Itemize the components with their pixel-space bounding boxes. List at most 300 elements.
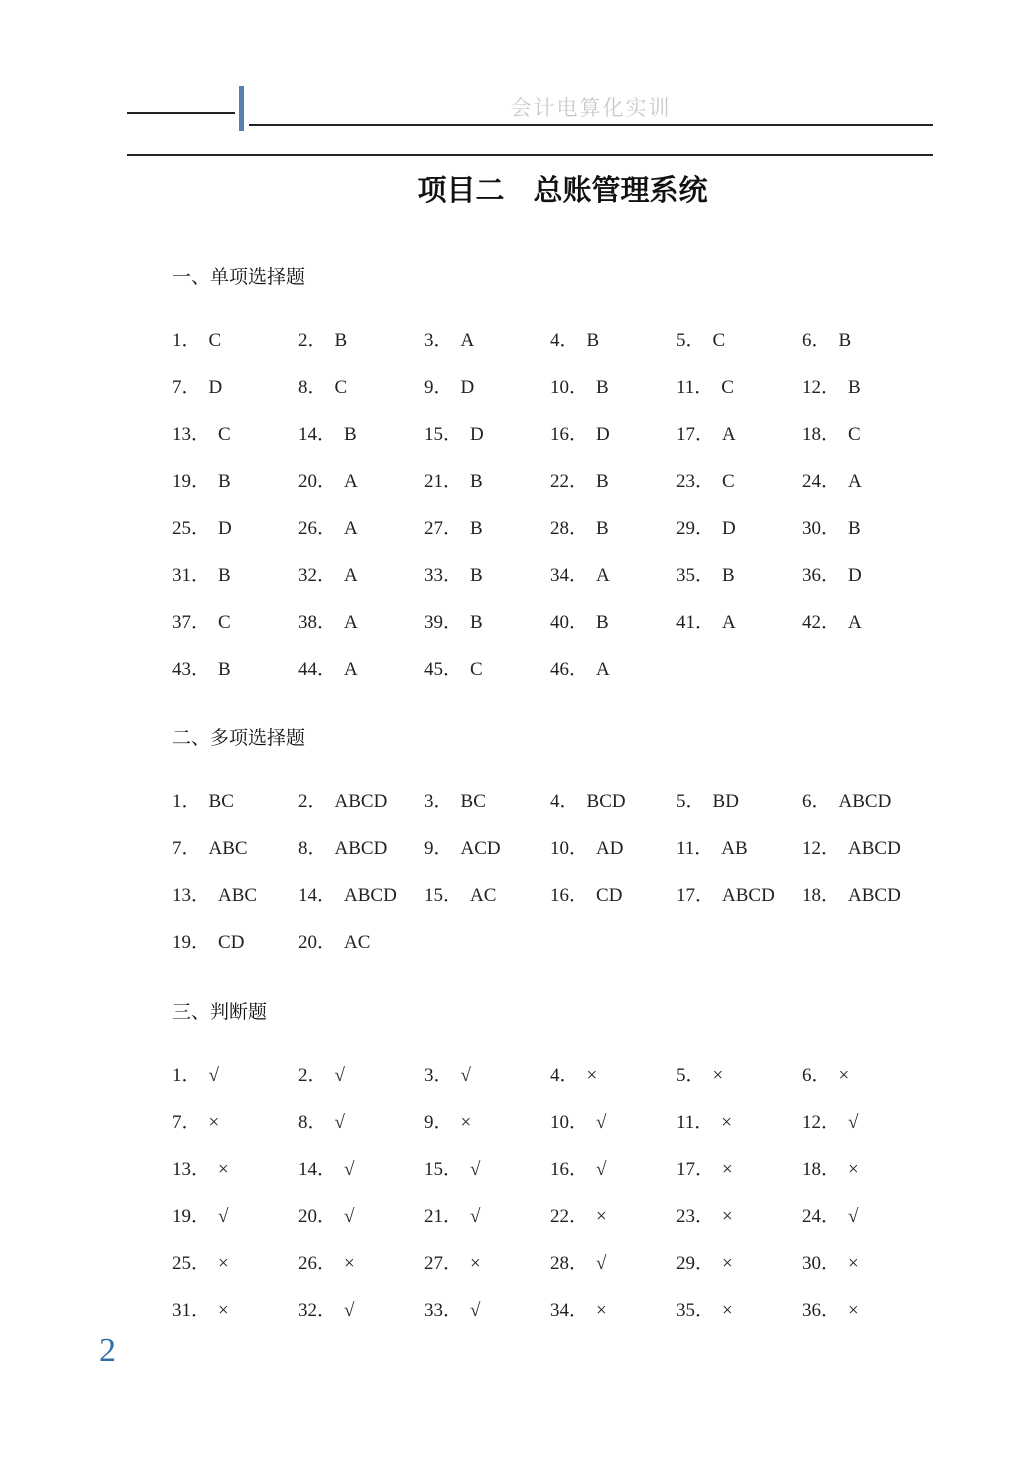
question-number: 13． bbox=[172, 424, 211, 445]
answer-item bbox=[424, 657, 550, 704]
answer-item bbox=[550, 469, 676, 516]
question-number: 12． bbox=[802, 1112, 841, 1133]
answer-item bbox=[550, 1157, 676, 1204]
answer-value: CD bbox=[596, 885, 623, 906]
question-number: 17． bbox=[676, 424, 715, 445]
answer-item bbox=[802, 883, 928, 930]
section-multiple-choice bbox=[172, 723, 928, 977]
answer-item bbox=[550, 610, 676, 657]
answer-item bbox=[424, 610, 550, 657]
answer-value: × bbox=[722, 1159, 733, 1180]
answer-value: √ bbox=[344, 1300, 355, 1321]
answer-value: A bbox=[344, 471, 358, 492]
question-number: 27． bbox=[424, 518, 463, 539]
answer-value: A bbox=[344, 659, 358, 680]
question-number: 9． bbox=[424, 377, 453, 398]
question-number: 12． bbox=[802, 377, 841, 398]
question-number: 21． bbox=[424, 471, 463, 492]
answer-value: × bbox=[596, 1206, 607, 1227]
answer-value: ABC bbox=[218, 885, 258, 906]
answer-item bbox=[424, 789, 550, 836]
answer-value: × bbox=[596, 1300, 607, 1321]
question-number: 27． bbox=[424, 1253, 463, 1274]
answer-item bbox=[298, 516, 424, 563]
answer-item bbox=[298, 375, 424, 422]
answer-item bbox=[298, 883, 424, 930]
answer-value: B bbox=[334, 330, 348, 351]
answer-value: B bbox=[218, 565, 231, 586]
answer-item bbox=[802, 375, 928, 422]
answer-value: A bbox=[848, 612, 862, 633]
answer-value: D bbox=[470, 424, 484, 445]
answer-value: C bbox=[470, 659, 483, 680]
question-number: 32． bbox=[298, 1300, 337, 1321]
answer-item bbox=[676, 516, 802, 563]
answer-value: A bbox=[596, 565, 610, 586]
question-number: 11． bbox=[676, 838, 714, 859]
section-heading: 三、判断题 bbox=[172, 1001, 268, 1023]
question-number: 21． bbox=[424, 1206, 463, 1227]
question-number: 2． bbox=[298, 1065, 327, 1086]
answer-item bbox=[550, 375, 676, 422]
section-single-choice bbox=[172, 262, 928, 704]
question-number: 45． bbox=[424, 659, 463, 680]
answer-item bbox=[298, 836, 424, 883]
question-number: 29． bbox=[676, 1253, 715, 1274]
question-number: 28． bbox=[550, 1253, 589, 1274]
answer-item bbox=[424, 1063, 550, 1110]
answer-item bbox=[676, 469, 802, 516]
answer-value: √ bbox=[596, 1159, 607, 1180]
answer-item bbox=[550, 1298, 676, 1345]
answer-grid bbox=[172, 328, 928, 704]
answer-item bbox=[676, 1110, 802, 1157]
question-number: 7． bbox=[172, 377, 201, 398]
question-number: 26． bbox=[298, 1253, 337, 1274]
answer-item bbox=[424, 328, 550, 375]
answer-value: BD bbox=[712, 791, 739, 812]
question-number: 25． bbox=[172, 518, 211, 539]
question-number: 16． bbox=[550, 885, 589, 906]
question-number: 33． bbox=[424, 565, 463, 586]
question-number: 1． bbox=[172, 1065, 201, 1086]
question-number: 4． bbox=[550, 1065, 579, 1086]
question-number: 8． bbox=[298, 838, 327, 859]
question-number: 13． bbox=[172, 885, 211, 906]
answer-value: × bbox=[586, 1065, 598, 1086]
answer-item bbox=[298, 930, 424, 977]
answer-item bbox=[676, 883, 802, 930]
answer-value: √ bbox=[470, 1300, 481, 1321]
answer-item bbox=[676, 1204, 802, 1251]
question-number: 38． bbox=[298, 612, 337, 633]
answer-item bbox=[172, 836, 298, 883]
answer-value: C bbox=[208, 330, 222, 351]
answer-item bbox=[802, 1204, 928, 1251]
answer-value: ABCD bbox=[848, 838, 901, 859]
question-number: 19． bbox=[172, 471, 211, 492]
answer-value: C bbox=[712, 330, 726, 351]
answer-value: √ bbox=[848, 1206, 859, 1227]
answer-item bbox=[802, 516, 928, 563]
answer-item bbox=[676, 375, 802, 422]
answer-item bbox=[550, 563, 676, 610]
answer-value: B bbox=[470, 612, 483, 633]
header-rule-bottom bbox=[127, 154, 933, 156]
question-number: 39． bbox=[424, 612, 463, 633]
question-number: 25． bbox=[172, 1253, 211, 1274]
answer-item bbox=[298, 1298, 424, 1345]
answer-value: √ bbox=[460, 1065, 471, 1086]
answer-item bbox=[550, 516, 676, 563]
answer-item bbox=[298, 469, 424, 516]
answer-value: B bbox=[596, 471, 609, 492]
section-heading: 二、多项选择题 bbox=[172, 727, 306, 749]
question-number: 3． bbox=[424, 1065, 453, 1086]
running-header-title: 会计电算化实训 bbox=[510, 96, 672, 120]
question-number: 20． bbox=[298, 932, 337, 953]
question-number: 20． bbox=[298, 471, 337, 492]
answer-value: A bbox=[344, 518, 358, 539]
answer-item bbox=[298, 1157, 424, 1204]
answer-item bbox=[172, 1251, 298, 1298]
answer-item bbox=[424, 1110, 550, 1157]
answer-item bbox=[550, 1251, 676, 1298]
answer-item bbox=[298, 422, 424, 469]
answer-item bbox=[802, 422, 928, 469]
answer-item bbox=[676, 1063, 802, 1110]
question-number: 6． bbox=[802, 330, 831, 351]
question-number: 6． bbox=[802, 1065, 831, 1086]
question-number: 7． bbox=[172, 1112, 201, 1133]
answer-item bbox=[802, 1110, 928, 1157]
answer-item bbox=[802, 328, 928, 375]
answer-value: A bbox=[344, 565, 358, 586]
answer-item bbox=[172, 1298, 298, 1345]
answer-item bbox=[172, 422, 298, 469]
answer-value: B bbox=[470, 471, 483, 492]
question-number: 3． bbox=[424, 791, 453, 812]
answer-item bbox=[424, 1251, 550, 1298]
answer-item bbox=[424, 883, 550, 930]
answer-item bbox=[550, 1110, 676, 1157]
answer-value: A bbox=[460, 330, 475, 351]
question-number: 33． bbox=[424, 1300, 463, 1321]
answer-item bbox=[550, 328, 676, 375]
header-rule-left bbox=[127, 112, 235, 114]
answer-value: √ bbox=[470, 1159, 481, 1180]
answer-item bbox=[550, 883, 676, 930]
answer-value: × bbox=[208, 1112, 220, 1133]
answer-value: ABCD bbox=[334, 838, 388, 859]
answer-value: C bbox=[334, 377, 348, 398]
question-number: 2． bbox=[298, 330, 327, 351]
answer-value: D bbox=[722, 518, 736, 539]
question-number: 4． bbox=[550, 330, 579, 351]
answer-value: × bbox=[470, 1253, 481, 1274]
question-number: 42． bbox=[802, 612, 841, 633]
answer-value: B bbox=[848, 377, 861, 398]
answer-value: D bbox=[218, 518, 232, 539]
question-number: 34． bbox=[550, 1300, 589, 1321]
question-number: 17． bbox=[676, 1159, 715, 1180]
answer-item bbox=[550, 789, 676, 836]
question-number: 2． bbox=[298, 791, 327, 812]
answer-value: B bbox=[596, 518, 609, 539]
question-number: 35． bbox=[676, 1300, 715, 1321]
answer-item bbox=[298, 563, 424, 610]
answer-item bbox=[298, 657, 424, 704]
question-number: 10． bbox=[550, 377, 589, 398]
answer-item bbox=[172, 469, 298, 516]
answer-value: √ bbox=[596, 1253, 607, 1274]
question-number: 32． bbox=[298, 565, 337, 586]
answer-item bbox=[424, 516, 550, 563]
answer-item bbox=[802, 1157, 928, 1204]
answer-value: B bbox=[596, 612, 609, 633]
question-number: 11． bbox=[676, 1112, 714, 1133]
question-number: 41． bbox=[676, 612, 715, 633]
answer-item bbox=[172, 375, 298, 422]
question-number: 14． bbox=[298, 424, 337, 445]
question-number: 5． bbox=[676, 330, 705, 351]
question-number: 29． bbox=[676, 518, 715, 539]
answer-value: AC bbox=[344, 932, 371, 953]
answer-item bbox=[802, 1063, 928, 1110]
page-title: 项目二 总账管理系统 bbox=[417, 173, 708, 207]
answer-item bbox=[172, 516, 298, 563]
question-number: 1． bbox=[172, 791, 201, 812]
question-number: 22． bbox=[550, 1206, 589, 1227]
answer-grid bbox=[172, 789, 928, 977]
question-number: 15． bbox=[424, 424, 463, 445]
section-true-false bbox=[172, 997, 928, 1345]
question-number: 1． bbox=[172, 330, 201, 351]
answer-value: √ bbox=[596, 1112, 607, 1133]
answer-value: D bbox=[208, 377, 223, 398]
answer-item bbox=[424, 563, 550, 610]
answer-item bbox=[676, 610, 802, 657]
answer-value: × bbox=[218, 1253, 229, 1274]
answer-item bbox=[298, 328, 424, 375]
answer-item bbox=[802, 1298, 928, 1345]
answer-value: CD bbox=[218, 932, 245, 953]
answer-item bbox=[802, 836, 928, 883]
question-number: 24． bbox=[802, 471, 841, 492]
answer-item bbox=[298, 1251, 424, 1298]
question-number: 35． bbox=[676, 565, 715, 586]
answer-value: AB bbox=[721, 838, 748, 859]
answer-item bbox=[676, 1157, 802, 1204]
answer-value: D bbox=[848, 565, 862, 586]
answer-item bbox=[424, 1298, 550, 1345]
answer-value: C bbox=[722, 471, 735, 492]
question-number: 37． bbox=[172, 612, 211, 633]
answer-value: × bbox=[848, 1300, 859, 1321]
answer-item bbox=[676, 1251, 802, 1298]
answer-item bbox=[424, 422, 550, 469]
header-rule-main bbox=[249, 124, 933, 126]
answer-value: B bbox=[344, 424, 357, 445]
answer-value: A bbox=[344, 612, 358, 633]
question-number: 17． bbox=[676, 885, 715, 906]
question-number: 30． bbox=[802, 518, 841, 539]
question-number: 5． bbox=[676, 791, 705, 812]
answer-value: C bbox=[721, 377, 734, 398]
answer-item bbox=[676, 836, 802, 883]
answer-item bbox=[298, 789, 424, 836]
answer-value: A bbox=[848, 471, 862, 492]
answer-item bbox=[172, 883, 298, 930]
answer-value: ABC bbox=[208, 838, 248, 859]
question-number: 28． bbox=[550, 518, 589, 539]
question-number: 9． bbox=[424, 1112, 453, 1133]
answer-value: B bbox=[838, 330, 852, 351]
answer-value: √ bbox=[208, 1065, 219, 1086]
answer-value: B bbox=[470, 565, 483, 586]
question-number: 11． bbox=[676, 377, 714, 398]
question-number: 8． bbox=[298, 377, 327, 398]
question-number: 19． bbox=[172, 932, 211, 953]
answer-value: √ bbox=[344, 1159, 355, 1180]
answer-item bbox=[424, 375, 550, 422]
answer-value: D bbox=[460, 377, 475, 398]
answer-value: B bbox=[596, 377, 609, 398]
answer-grid bbox=[172, 1063, 928, 1345]
answer-item bbox=[802, 563, 928, 610]
answer-item bbox=[298, 1204, 424, 1251]
answer-value: B bbox=[218, 471, 231, 492]
question-number: 15． bbox=[424, 885, 463, 906]
answer-value: B bbox=[586, 330, 600, 351]
answer-value: AC bbox=[470, 885, 497, 906]
answer-value: B bbox=[218, 659, 231, 680]
question-number: 40． bbox=[550, 612, 589, 633]
header-accent-bar bbox=[239, 86, 244, 131]
question-number: 14． bbox=[298, 885, 337, 906]
answer-item bbox=[172, 328, 298, 375]
answer-item bbox=[676, 422, 802, 469]
question-number: 12． bbox=[802, 838, 841, 859]
answer-value: × bbox=[838, 1065, 850, 1086]
answer-item bbox=[802, 789, 928, 836]
answer-value: ABCD bbox=[848, 885, 901, 906]
answer-value: × bbox=[848, 1253, 859, 1274]
answer-item bbox=[298, 1063, 424, 1110]
answer-value: × bbox=[344, 1253, 355, 1274]
question-number: 15． bbox=[424, 1159, 463, 1180]
answer-value: × bbox=[722, 1300, 733, 1321]
question-number: 14． bbox=[298, 1159, 337, 1180]
answer-value: ABCD bbox=[334, 791, 388, 812]
answer-value: ABCD bbox=[344, 885, 397, 906]
answer-item bbox=[550, 1204, 676, 1251]
question-number: 5． bbox=[676, 1065, 705, 1086]
answer-value: × bbox=[722, 1253, 733, 1274]
answer-value: BCD bbox=[586, 791, 626, 812]
question-number: 36． bbox=[802, 1300, 841, 1321]
answer-item bbox=[424, 469, 550, 516]
question-number: 46． bbox=[550, 659, 589, 680]
question-number: 24． bbox=[802, 1206, 841, 1227]
question-number: 13． bbox=[172, 1159, 211, 1180]
answer-value: B bbox=[848, 518, 861, 539]
question-number: 10． bbox=[550, 838, 589, 859]
answer-item bbox=[802, 469, 928, 516]
answer-value: √ bbox=[218, 1206, 229, 1227]
question-number: 19． bbox=[172, 1206, 211, 1227]
answer-value: C bbox=[218, 424, 231, 445]
answer-item bbox=[550, 1063, 676, 1110]
answer-item bbox=[550, 657, 676, 704]
answer-value: √ bbox=[334, 1112, 345, 1133]
answer-item bbox=[172, 789, 298, 836]
section-heading: 一、单项选择题 bbox=[172, 266, 306, 288]
answer-value: × bbox=[460, 1112, 472, 1133]
answer-value: √ bbox=[334, 1065, 345, 1086]
answer-item bbox=[550, 422, 676, 469]
answer-item bbox=[172, 563, 298, 610]
question-number: 20． bbox=[298, 1206, 337, 1227]
answer-value: A bbox=[722, 612, 736, 633]
question-number: 16． bbox=[550, 1159, 589, 1180]
answer-value: × bbox=[722, 1206, 733, 1227]
answer-item bbox=[676, 328, 802, 375]
answer-value: × bbox=[848, 1159, 859, 1180]
question-number: 18． bbox=[802, 885, 841, 906]
answer-value: C bbox=[848, 424, 861, 445]
answer-value: √ bbox=[470, 1206, 481, 1227]
answer-item bbox=[550, 836, 676, 883]
question-number: 6． bbox=[802, 791, 831, 812]
answer-value: AD bbox=[596, 838, 624, 859]
answer-item bbox=[172, 1063, 298, 1110]
answer-item bbox=[172, 1110, 298, 1157]
question-number: 10． bbox=[550, 1112, 589, 1133]
answer-item bbox=[424, 1157, 550, 1204]
answer-item bbox=[172, 930, 298, 977]
question-number: 4． bbox=[550, 791, 579, 812]
answer-item bbox=[172, 610, 298, 657]
page-number: 2 bbox=[99, 1332, 116, 1369]
answer-value: ABCD bbox=[838, 791, 892, 812]
question-number: 31． bbox=[172, 1300, 211, 1321]
answer-item bbox=[424, 1204, 550, 1251]
answer-value: × bbox=[721, 1112, 733, 1133]
answer-value: × bbox=[218, 1300, 229, 1321]
answer-value: × bbox=[712, 1065, 724, 1086]
answer-value: A bbox=[596, 659, 610, 680]
answer-item bbox=[298, 610, 424, 657]
answer-value: D bbox=[596, 424, 610, 445]
question-number: 44． bbox=[298, 659, 337, 680]
question-number: 30． bbox=[802, 1253, 841, 1274]
answer-value: × bbox=[218, 1159, 229, 1180]
answer-item bbox=[676, 789, 802, 836]
answer-value: ABCD bbox=[722, 885, 775, 906]
question-number: 3． bbox=[424, 330, 453, 351]
answer-item bbox=[172, 1157, 298, 1204]
answer-value: B bbox=[722, 565, 735, 586]
question-number: 18． bbox=[802, 424, 841, 445]
answer-value: BC bbox=[208, 791, 234, 812]
question-number: 31． bbox=[172, 565, 211, 586]
question-number: 9． bbox=[424, 838, 453, 859]
question-number: 18． bbox=[802, 1159, 841, 1180]
question-number: 23． bbox=[676, 471, 715, 492]
answer-item bbox=[424, 836, 550, 883]
answer-value: BC bbox=[460, 791, 486, 812]
